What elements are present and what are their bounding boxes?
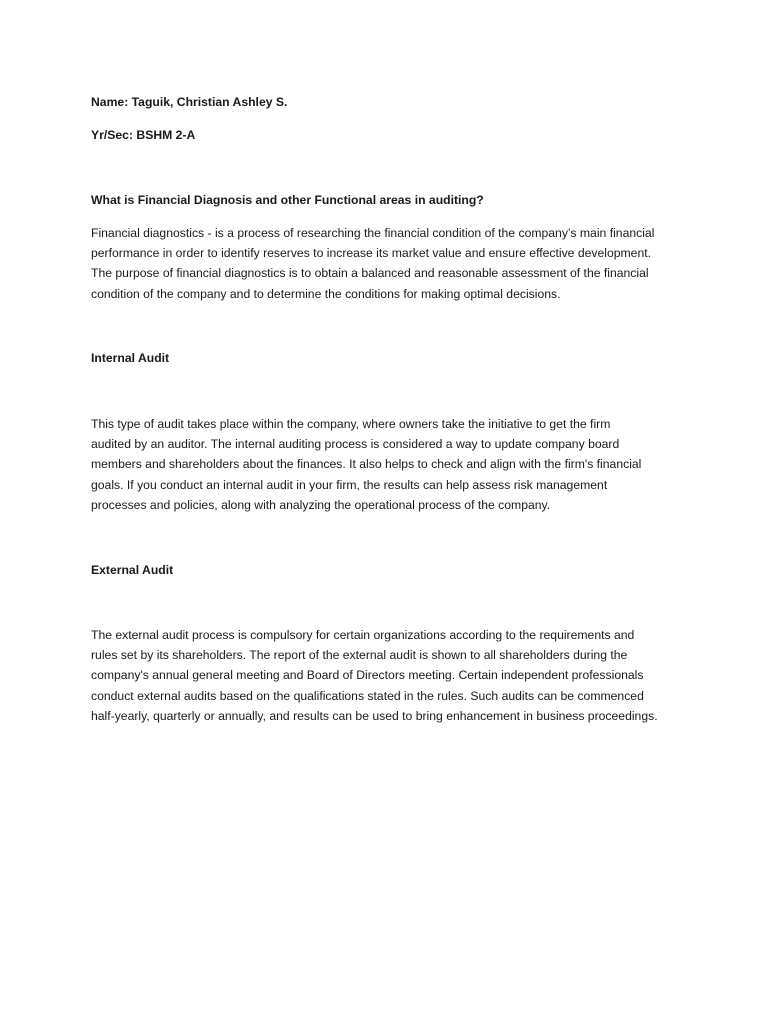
external-audit-paragraph bbox=[91, 625, 691, 726]
question-heading: What is Financial Diagnosis and other Functional areas in auditing? bbox=[91, 193, 484, 207]
paragraph-line: The external audit process is compulsory for certain organizations according to the requirements and bbox=[91, 628, 635, 642]
paragraph-line: rules set by its shareholders. The report of the external audit is shown to all shareholders during the bbox=[91, 648, 628, 663]
paragraph-line: The purpose of financial diagnostics is to obtain a balanced and reasonable assessment of the financial bbox=[91, 266, 649, 281]
paragraph-line: This type of audit takes place within the company, where owners take the initiative to get the firm bbox=[91, 417, 611, 431]
paragraph-line: company's annual general meeting and Board of Directors meeting. Certain independent professionals bbox=[91, 668, 644, 683]
year-section: Yr/Sec: BSHM 2-A bbox=[91, 128, 196, 142]
intro-paragraph bbox=[91, 223, 691, 304]
paragraph-line: goals. If you conduct an internal audit in your firm, the results can help assess risk management bbox=[91, 477, 608, 492]
paragraph-line: half-yearly, quarterly or annually, and results can be used to bring enhancement in business proceedings. bbox=[91, 708, 658, 723]
student-name: Name: Taguik, Christian Ashley S. bbox=[91, 95, 288, 109]
paragraph-line: processes and policies, along with analyzing the operational process of the company. bbox=[91, 497, 551, 512]
internal-audit-paragraph bbox=[91, 414, 691, 515]
paragraph-line: Financial diagnostics - is a process of researching the financial condition of the company’s main financial bbox=[91, 226, 655, 240]
paragraph-line: condition of the company and to determine the conditions for making optimal decisions. bbox=[91, 286, 561, 301]
internal-audit-heading: Internal Audit bbox=[91, 351, 170, 365]
paragraph-line: members and shareholders about the finances. It also helps to check and align with the firm's financial bbox=[91, 457, 642, 472]
paragraph-line: performance in order to identify reserves to increase its market value and ensure effective development. bbox=[91, 246, 652, 261]
paragraph-line: conduct external audits based on the qualifications stated in the rules. Such audits can be commenced bbox=[91, 688, 644, 703]
paragraph-line: audited by an auditor. The internal auditing process is considered a way to update company board bbox=[91, 437, 620, 452]
external-audit-heading: External Audit bbox=[91, 563, 174, 577]
